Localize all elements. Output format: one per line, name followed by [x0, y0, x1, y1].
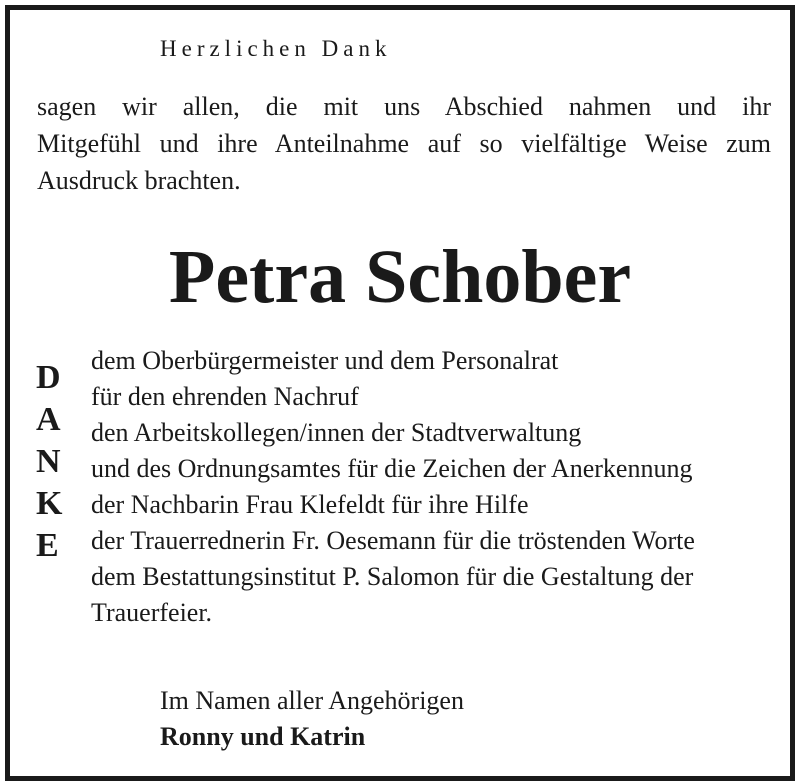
thanks-line: dem Oberbürgermeister und dem Personalrat [91, 346, 559, 375]
signoff-names: Ronny und Katrin [160, 722, 366, 751]
signoff [160, 683, 464, 755]
danke-letter: E [36, 527, 59, 564]
danke-letter: D [36, 359, 61, 396]
danke-acrostic [36, 357, 76, 567]
thanks-line: der Nachbarin Frau Klefeldt für ihre Hilfe [91, 490, 529, 519]
signoff-line: Im Namen aller Angehörigen [160, 686, 464, 715]
intro-line: sagen wir allen, die mit uns Abschied nahmen und ihr [37, 92, 771, 121]
intro-line: Ausdruck brachten. [37, 166, 241, 195]
thanks-line: Trauerfeier. [91, 598, 213, 627]
notice-heading: Herzlichen Dank [160, 36, 392, 61]
thanks-line: für den ehrenden Nachruf [91, 382, 359, 411]
thanks-line: der Trauerrednerin Fr. Oesemann für die tröstenden Worte [91, 526, 695, 555]
deceased-name: Petra Schober [168, 235, 632, 319]
danke-letter: K [36, 485, 63, 522]
thanks-line: den Arbeitskollegen/innen der Stadtverwaltung [91, 418, 582, 447]
thanks-line: dem Bestattungsinstitut P. Salomon für die Gestaltung der [91, 562, 694, 591]
intro-line: Mitgefühl und ihre Anteilnahme auf so vielfältige Weise zum [37, 129, 771, 158]
thanks-line: und des Ordnungsamtes für die Zeichen der Anerkennung [91, 454, 693, 483]
thanks-list [91, 343, 695, 631]
intro-paragraph [37, 88, 771, 199]
danke-letter: A [36, 401, 61, 438]
notice-frame [5, 5, 795, 781]
danke-letter: N [36, 443, 61, 480]
